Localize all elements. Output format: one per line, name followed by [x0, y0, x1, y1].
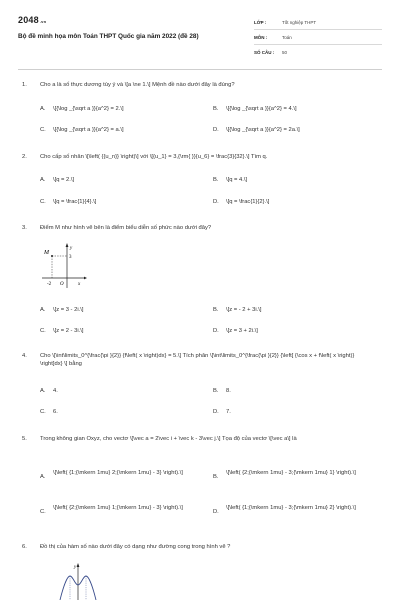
option-text: 8. [226, 388, 231, 394]
option-letter: D. [213, 127, 219, 133]
meta-label: SỐ CÂU : [254, 50, 275, 55]
meta-grade [254, 15, 382, 30]
point-label: M [44, 250, 49, 256]
option-text: \[\left( {2;{\mkern 1mu} - 3;{\mkern 1mu} 1} \right).\] [226, 470, 356, 476]
question-number: 1. [22, 82, 27, 88]
logo-text: 2048 [18, 15, 39, 25]
answer-option-b[interactable] [213, 105, 373, 113]
logo-suffix: .vn [39, 19, 47, 24]
question-1 [22, 81, 378, 89]
option-letter: B. [213, 474, 219, 480]
option-letter: D. [213, 509, 219, 515]
option-text: \[{\log _{\sqrt a }}{a^2} = 2a.\] [226, 127, 300, 133]
option-letter: A. [40, 388, 46, 394]
site-logo[interactable] [18, 15, 46, 25]
answer-option-d[interactable] [213, 504, 378, 516]
meta-value: 50 [282, 50, 288, 55]
answer-option-a[interactable] [40, 105, 200, 113]
y-axis-label: y [74, 565, 77, 570]
exam-header [18, 12, 382, 62]
option-letter: D. [213, 328, 219, 334]
option-text: \[{\log _{\sqrt a }}{a^2} = 2.\] [53, 106, 124, 112]
question-4 [22, 352, 378, 368]
option-text: \[z = - 2 + 3i.\] [226, 307, 262, 313]
option-letter: B. [213, 307, 219, 313]
function-graph-figure [56, 560, 116, 600]
option-text: \[q = \frac{1}{4}.\] [53, 199, 97, 205]
meta-subject [254, 30, 382, 45]
answer-option-d[interactable] [213, 198, 373, 206]
meta-label: MÔN : [254, 34, 268, 40]
answer-option-c[interactable] [40, 408, 200, 416]
meta-question-count [254, 45, 382, 60]
question-text: Cho cấp số nhân \[\left( {{u_n}} \right)\] với \[{u_1} = 3,{\rm{ }}{u_6} = \frac{3}{32}.\] Tìm q. [40, 154, 268, 160]
option-text: 7. [226, 409, 231, 415]
option-letter: C. [40, 509, 46, 515]
complex-plane-figure [38, 240, 88, 292]
answer-option-b[interactable] [213, 469, 378, 481]
answer-option-d[interactable] [213, 327, 373, 335]
option-text: \[\left( {1;{\mkern 1mu} - 3;{\mkern 1mu} 2} \right).\] [226, 505, 356, 511]
option-letter: C. [40, 199, 46, 205]
question-text: Điểm M như hình vẽ bên là điểm biểu diễn số phức nào dưới đây? [40, 225, 212, 231]
meta-label: LỚP : [254, 19, 267, 25]
answer-option-c[interactable] [40, 327, 200, 335]
answer-option-c[interactable] [40, 198, 200, 206]
meta-value: Tốt nghiệp THPT [282, 19, 317, 25]
option-text: \[q = 2.\] [53, 177, 75, 183]
answer-option-a[interactable] [40, 469, 205, 481]
question-text: Trong không gian Oxyz, cho vectơ \[\vec a = 2\vec i + \vec k - 3\vec j.\] Tọa độ của vectơ \[\vec a\] là [40, 436, 297, 442]
y-axis-arrow [77, 563, 80, 567]
answer-option-b[interactable] [213, 306, 373, 314]
answer-option-b[interactable] [213, 387, 373, 395]
option-letter: C. [40, 127, 46, 133]
answer-option-a[interactable] [40, 387, 200, 395]
option-letter: C. [40, 409, 46, 415]
answer-option-b[interactable] [213, 176, 373, 184]
question-number: 5. [22, 436, 27, 442]
answer-option-d[interactable] [213, 126, 373, 134]
question-text: Đồ thị của hàm số nào dưới đây có dạng như đường cong trong hình vẽ ? [40, 544, 231, 550]
question-number: 6. [22, 544, 27, 550]
exam-title: Bộ đề minh họa môn Toán THPT Quốc gia năm 2022 (đề 28) [18, 33, 199, 40]
x-tick-label: -2 [47, 282, 52, 287]
option-text: \[\left( {2;{\mkern 1mu} 1;{\mkern 1mu} - 3} \right).\] [53, 505, 183, 511]
question-number: 3. [22, 225, 27, 231]
question-5 [22, 435, 378, 443]
question-text: Cho a là số thực dương tùy ý và \[a \ne 1.\] Mệnh đề nào dưới đây là đúng? [40, 82, 235, 88]
question-2 [22, 153, 378, 161]
question-number: 2. [22, 154, 27, 160]
origin-label: O [60, 282, 64, 287]
answer-option-d[interactable] [213, 408, 373, 416]
question-3 [22, 224, 378, 232]
option-text: \[z = 3 - 2i.\] [53, 307, 84, 313]
option-text: \[z = 2 - 3i.\] [53, 328, 84, 334]
option-letter: A. [40, 307, 46, 313]
answer-option-a[interactable] [40, 306, 200, 314]
answer-option-c[interactable] [40, 504, 205, 516]
option-letter: A. [40, 177, 46, 183]
option-letter: B. [213, 177, 219, 183]
option-text: \[z = 3 + 2i.\] [226, 328, 258, 334]
y-axis-label: y [70, 246, 73, 251]
x-axis-arrow [84, 277, 87, 280]
question-6 [22, 543, 378, 551]
option-letter: D. [213, 409, 219, 415]
option-text: \[q = 4.\] [226, 177, 248, 183]
question-number: 4. [22, 353, 27, 359]
exam-meta [254, 15, 382, 60]
option-letter: D. [213, 199, 219, 205]
answer-option-c[interactable] [40, 126, 200, 134]
x-axis-label: x [78, 282, 81, 287]
option-text: \[{\log _{\sqrt a }}{a^2} = 4.\] [226, 106, 297, 112]
meta-value: Toán [282, 34, 292, 40]
answer-option-a[interactable] [40, 176, 200, 184]
option-text: \[{\log _{\sqrt a }}{a^2} = a.\] [53, 127, 124, 133]
question-text: Cho \[\int\limits_0^{\frac{\pi }{2}} {f\left( x \right)dx} = 5.\] Tích phân \[\int\limits_0^{\frac{\pi }{2}} {\left[ {\cos x + f\left( x \right)} \right]dx} \] bằng [40, 353, 355, 367]
point-m [51, 255, 53, 257]
option-letter: B. [213, 106, 219, 112]
option-text: 4. [53, 388, 58, 394]
y-tick-label: 3 [69, 255, 72, 260]
header-divider [18, 69, 382, 70]
option-letter: A. [40, 106, 46, 112]
option-letter: B. [213, 388, 219, 394]
y-axis-arrow [66, 243, 69, 247]
option-text: \[q = \frac{1}{2}.\] [226, 199, 270, 205]
option-text: 6. [53, 409, 58, 415]
option-letter: A. [40, 474, 46, 480]
option-text: \[\left( {1;{\mkern 1mu} 2;{\mkern 1mu} - 3} \right).\] [53, 470, 183, 476]
option-letter: C. [40, 328, 46, 334]
